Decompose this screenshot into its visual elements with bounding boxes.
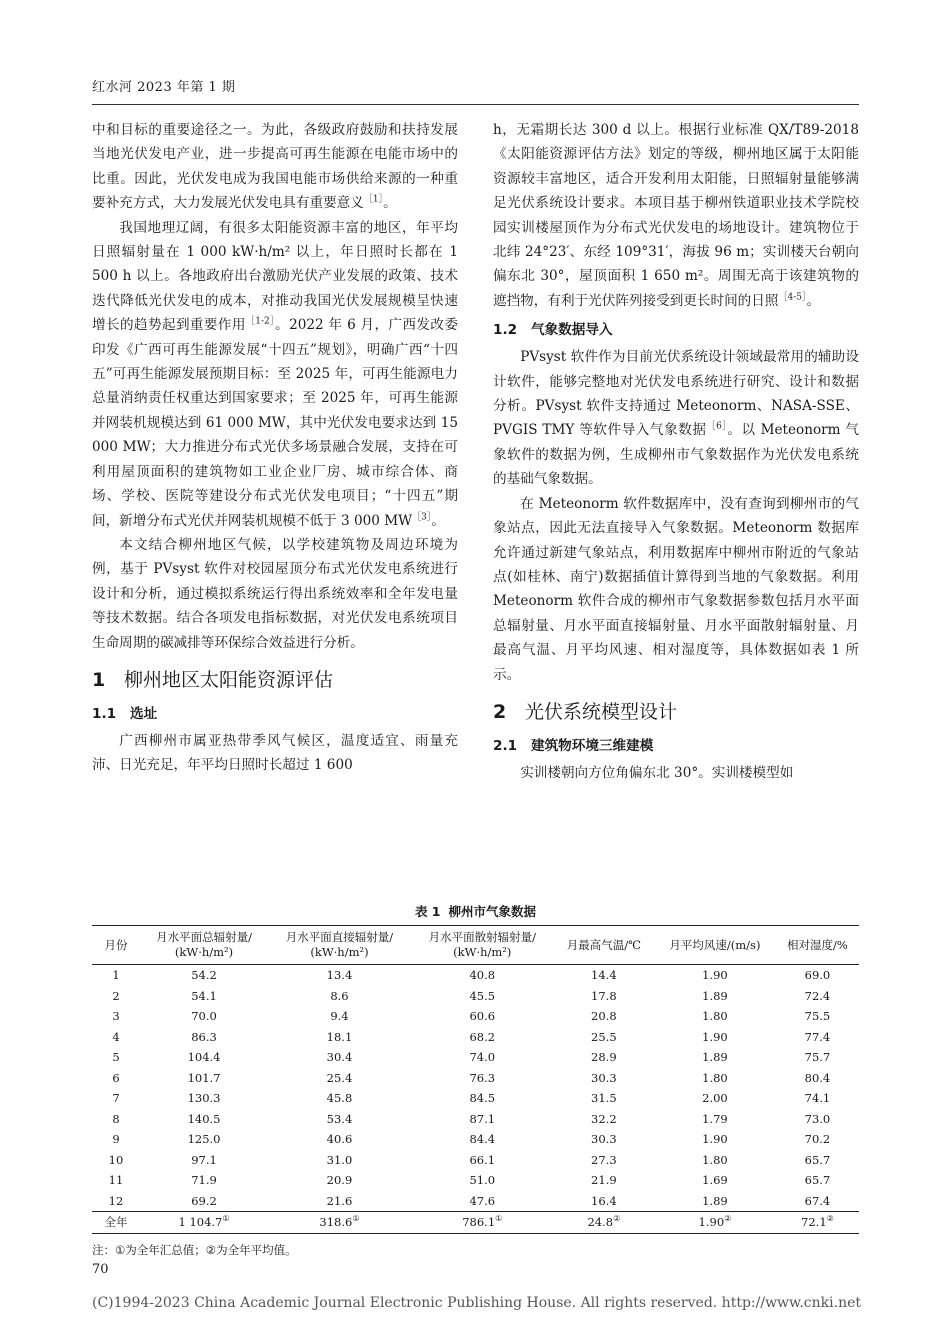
cell-dni: 45.8 — [326, 1091, 353, 1105]
cell-dni: 25.4 — [326, 1070, 353, 1085]
table-row — [92, 1047, 859, 1068]
cell-rh: 65.7 — [804, 1152, 831, 1167]
cell-rh: 80.4 — [804, 1070, 831, 1085]
cell-dni: 31.0 — [326, 1152, 353, 1167]
cell-ghi: 54.2 — [191, 968, 217, 982]
paragraph: 我国地理辽阔，有很多太阳能资源丰富的地区，年平均日照辐射量在 1 000 kW·h/m² 以上，年日照时长都在 1 500 h 以上。各地政府出台激励光伏产业发展的政策、技术迭代降低光伏发电的成本，对推动我国光伏发展规模呈快速增长的趋势起到重要作用$^{[1-2]}$。2022 年 6 月，广西发改委印发《广西可再生能源发展“十四五”规划》，明确广西“十四五”可再生能源发展预期目标：至 2025 年，可再生能源电力总量消纳责任权重达到国家要求；至 2025 年，可再生能源并网装机规模达到 61 000 MW，其中光伏发电要求达到 15 000 MW；大力推进分布式光伏多场景融合发展，支持在可利用屋顶面积的建筑物如工业企业厂房、城市综合体、商场、学校、医院等建设分布式光伏发电项目；“十四五”期间，新增分布式光伏并网装机规模不低于 3 000 $MW^{[3]}$。 — [92, 219, 458, 529]
cell-month: 10 — [108, 1152, 124, 1167]
cell-dhi: 47.6 — [469, 1193, 496, 1208]
cell-ghi: 97.1 — [191, 1152, 217, 1167]
cell-dhi: 66.1 — [469, 1152, 496, 1167]
cell-month: 7 — [112, 1091, 120, 1105]
cell-tmax: 25.5 — [591, 1029, 617, 1044]
table-row — [92, 1027, 859, 1048]
cell-dhi: 84.5 — [469, 1091, 496, 1105]
cell-rh: 65.7 — [804, 1173, 831, 1187]
cell-wind: 2.00 — [702, 1091, 728, 1105]
cell-ghi: 71.9 — [191, 1173, 217, 1187]
section-heading-2: 2 光伏系统模型设计 — [493, 700, 678, 723]
cell-month: 12 — [108, 1193, 124, 1208]
cell-dhi: 60.6 — [469, 1009, 496, 1023]
table-body — [92, 965, 859, 1212]
cell-dni: 18.1 — [326, 1029, 353, 1044]
total-label: 全年 — [92, 1212, 140, 1234]
cell-dhi: 68.2 — [469, 1029, 496, 1044]
cell-wind: 1.69 — [702, 1173, 728, 1187]
cell-rh: 74.1 — [804, 1091, 831, 1105]
total-dhi: 786.1① — [411, 1212, 554, 1234]
cell-tmax: 28.9 — [591, 1050, 617, 1064]
cell-month: 11 — [108, 1173, 124, 1187]
total-wind: 1.90② — [654, 1212, 776, 1234]
cell-month: 9 — [112, 1132, 120, 1146]
cell-tmax: 20.8 — [591, 1009, 617, 1023]
col-header-month: 月份 — [92, 926, 140, 965]
table-row — [92, 986, 859, 1007]
cell-tmax: 27.3 — [591, 1152, 617, 1167]
cell-wind: 1.89 — [702, 1193, 728, 1208]
cell-dhi: 74.0 — [469, 1050, 496, 1064]
cell-wind: 1.80 — [702, 1070, 728, 1085]
cell-dni: 20.9 — [326, 1173, 353, 1187]
cell-dhi: 84.4 — [469, 1132, 496, 1146]
header-rule — [92, 104, 859, 105]
cell-wind: 1.89 — [702, 1050, 728, 1064]
cell-rh: 67.4 — [804, 1193, 831, 1208]
cell-ghi: 70.0 — [191, 1009, 217, 1023]
cell-rh: 73.0 — [804, 1111, 831, 1126]
cell-month: 1 — [112, 968, 120, 982]
cell-dni: 13.4 — [326, 968, 353, 982]
citation[interactable]: ［6］ — [706, 421, 728, 432]
cell-wind: 1.80 — [702, 1152, 728, 1167]
cell-month: 5 — [112, 1050, 120, 1064]
cell-ghi: 86.3 — [191, 1029, 217, 1044]
col-header-wind: 月平均风速/(m/s) — [654, 926, 776, 965]
table-row — [92, 1191, 859, 1212]
paragraph: 在 Meteonorm 软件数据库中，没有查询到柳州市的气象站点，因此无法直接导入气象数据。Meteonorm 数据库允许通过新建气象站点，利用数据库中柳州市附近的气象站点(如桂林、南宁)数据插值计算得到当地的气象数据。利用 Meteonorm 软件合成的柳州市气象数据参数包括月水平面总辐射量、月水平面直接辐射量、月水平面散射辐射量、月最高气温、月平均风速、相对湿度等，具体数据如表 1 所示。 — [493, 495, 859, 683]
total-ghi: 1 104.7① — [140, 1212, 268, 1234]
right-column — [493, 118, 859, 785]
table-row — [92, 1150, 859, 1171]
total-tmax: 24.8② — [554, 1212, 654, 1234]
paragraph: 广西柳州市属亚热带季风气候区，温度适宜、雨量充沛、日光充足，年平均日照时长超过 1 600 — [92, 732, 458, 774]
cell-ghi: 69.2 — [191, 1193, 217, 1208]
table-total-row — [92, 1212, 859, 1234]
cell-wind: 1.89 — [702, 988, 728, 1003]
cell-tmax: 30.3 — [591, 1070, 617, 1085]
cell-month: 8 — [112, 1111, 120, 1126]
cell-rh: 75.5 — [804, 1009, 831, 1023]
paragraph: PVsyst 软件作为目前光伏系统设计领域最常用的辅助设计软件，能够完整地对光伏发电系统进行研究、设计和数据分析。PVsyst 软件支持通过 Meteonorm、NASA-SSE、PVGIS TMY 等软件导入气象数据$^{[6]}$。以 Meteonorm 气象软件的数据为例，生成柳州市气象数据作为光伏发电系统的基础气象数据。 — [493, 349, 860, 488]
cell-dhi: 40.8 — [469, 968, 496, 982]
cell-dni: 8.6 — [330, 988, 349, 1003]
cell-wind: 1.90 — [702, 1132, 728, 1146]
cell-ghi: 104.4 — [187, 1050, 221, 1064]
paragraph: 本文结合柳州地区气候，以学校建筑物及周边环境为例，基于 PVsyst 软件对校园屋顶分布式光伏发电系统进行设计和分析，通过模拟系统运行得出系统效率和全年发电量等技术数据。结合各项发电指标数据，对光伏发电系统项目生命周期的碳减排等环保综合效益进行分析。 — [92, 536, 458, 651]
cell-dni: 40.6 — [326, 1132, 353, 1146]
cell-dhi: 51.0 — [469, 1173, 496, 1187]
col-header-dni: 月水平面直接辐射量/ (kW·h/m²) — [268, 926, 411, 965]
cell-dhi: 76.3 — [469, 1070, 496, 1085]
cell-dhi: 45.5 — [469, 988, 496, 1003]
cell-rh: 75.7 — [804, 1050, 831, 1064]
running-title: 红水河 2023 年第 1 期 — [92, 80, 236, 95]
col-header-ghi: 月水平面总辐射量/ (kW·h/m²) — [140, 926, 268, 965]
cell-month: 2 — [112, 988, 120, 1003]
citation[interactable]: ［4-5］ — [778, 292, 807, 303]
cell-ghi: 101.7 — [187, 1070, 221, 1085]
col-header-dhi: 月水平面散射辐射量/ (kW·h/m²) — [411, 926, 554, 965]
citation[interactable]: ［1-2］ — [245, 316, 276, 327]
table-row — [92, 1109, 859, 1130]
cell-dni: 53.4 — [326, 1111, 353, 1126]
left-column — [92, 118, 458, 778]
cell-dni: 9.4 — [330, 1009, 349, 1023]
cell-rh: 72.4 — [804, 988, 831, 1003]
cell-dni: 30.4 — [326, 1050, 353, 1064]
paragraph: h，无霜期长达 300 d 以上。根据行业标准 QX/T89-2018《太阳能资源评估方法》划定的等级，柳州地区属于太阳能资源较丰富地区，适合开发利用太阳能，日照辐射量能够满足光伏系统设计要求。本项目基于柳州铁道职业技术学院校园实训楼屋顶作为分布式光伏发电的场地设计。建筑物位于北纬 24°23′、东经 109°31′，海拔 96 m；实训楼天台朝向偏东北 30°，屋顶面积 1 650 m²。周围无高于该建筑物的遮挡物，有利于光伏阵列接受到更长时间的日照$^{[4-5]}$。 — [493, 122, 859, 309]
copyright-notice: (C)1994-2023 China Academic Journal Electronic Publishing House. All rights reserved. http://www.cnki.net — [92, 1295, 862, 1311]
table-note: 注：①为全年汇总值；②为全年平均值。 — [92, 1243, 297, 1257]
cell-ghi: 54.1 — [191, 988, 217, 1003]
paragraph: 中和目标的重要途径之一。为此，各级政府鼓励和扶持发展当地光伏发电产业，进一步提高可再生能源在电能市场中的比重。因此，光伏发电成为我国电能市场供给来源的一种重要补充方式，大力发展光伏发电具有重要意义$^{[1]}$。 — [92, 122, 458, 212]
cell-dni: 21.6 — [326, 1193, 353, 1208]
cell-ghi: 125.0 — [187, 1132, 221, 1146]
cell-wind: 1.90 — [702, 968, 728, 982]
cell-tmax: 31.5 — [591, 1091, 617, 1105]
table-row — [92, 1068, 859, 1089]
cell-tmax: 17.8 — [591, 988, 617, 1003]
cell-dhi: 87.1 — [469, 1111, 496, 1126]
cell-month: 6 — [112, 1070, 120, 1085]
cell-tmax: 32.2 — [591, 1111, 617, 1126]
cell-tmax: 30.3 — [591, 1132, 617, 1146]
table-row — [92, 965, 859, 986]
cell-rh: 77.4 — [804, 1029, 831, 1044]
table-header-row — [92, 926, 859, 965]
weather-data-table — [92, 925, 859, 1234]
section-heading-1: 1 柳州地区太阳能资源评估 — [92, 668, 334, 691]
citation[interactable]: ［3］ — [412, 511, 432, 522]
cell-rh: 70.2 — [804, 1132, 831, 1146]
cell-wind: 1.90 — [702, 1029, 728, 1044]
cell-tmax: 21.9 — [591, 1173, 617, 1187]
citation[interactable]: ［1］ — [363, 194, 384, 205]
cell-wind: 1.80 — [702, 1009, 728, 1023]
table-row — [92, 1129, 859, 1150]
section-heading-2-1: 2.1 建筑物环境三维建模 — [493, 737, 654, 754]
cell-month: 3 — [112, 1009, 120, 1023]
cell-tmax: 16.4 — [591, 1193, 617, 1208]
page-number: 70 — [92, 1262, 109, 1277]
table-row — [92, 1170, 859, 1191]
cell-tmax: 14.4 — [591, 968, 617, 982]
section-heading-1-2: 1.2 气象数据导入 — [493, 322, 613, 339]
cell-month: 4 — [112, 1029, 120, 1044]
cell-ghi: 140.5 — [187, 1111, 221, 1126]
table-caption: 表 1 柳州市气象数据 — [414, 904, 537, 919]
table-row — [92, 1006, 859, 1027]
table-row — [92, 1088, 859, 1109]
total-rh: 72.1② — [776, 1212, 859, 1234]
total-dni: 318.6① — [268, 1212, 411, 1234]
paragraph: 实训楼朝向方位角偏东北 30°。实训楼模型如 — [520, 764, 794, 781]
col-header-tmax: 月最高气温/℃ — [554, 926, 654, 965]
col-header-rh: 相对湿度/% — [776, 926, 859, 965]
cell-rh: 69.0 — [804, 968, 831, 982]
cell-ghi: 130.3 — [187, 1091, 221, 1105]
cell-wind: 1.79 — [702, 1111, 728, 1126]
section-heading-1-1: 1.1 选址 — [92, 705, 158, 722]
